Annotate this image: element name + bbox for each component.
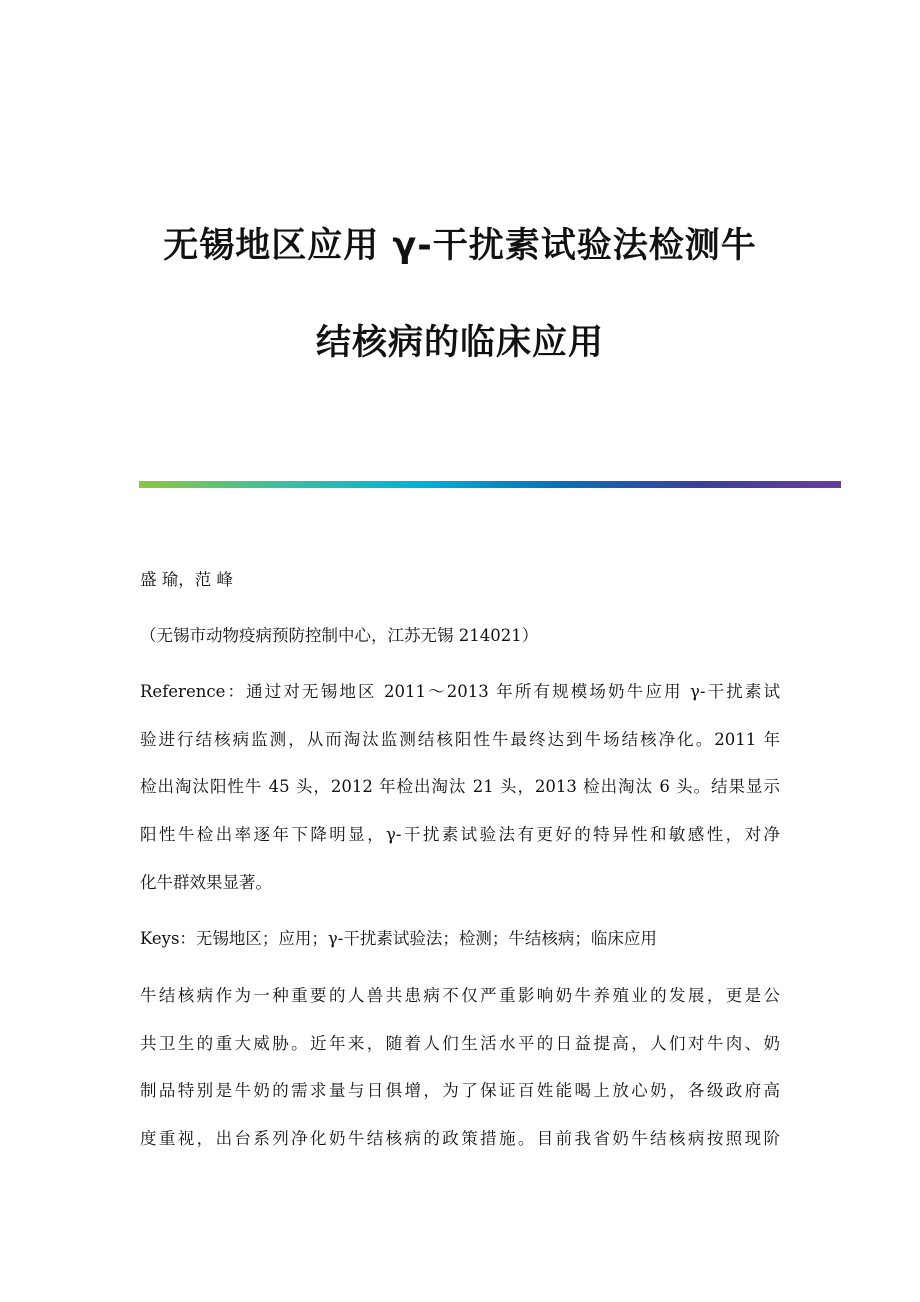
abstract-line: 检出淘汰阳性牛 45 头，2012 年检出淘汰 21 头，2013 检出淘汰 6 头。结果显示 — [140, 777, 780, 796]
authors: 盛 瑜，范 峰 — [140, 570, 233, 589]
abstract-line: Reference：通过对无锡地区 2011～2013 年所有规模场奶牛应用 γ-干扰素试 — [140, 682, 780, 701]
keywords: Keys：无锡地区；应用；γ-干扰素试验法；检测；牛结核病；临床应用 — [140, 929, 657, 948]
title-line-1: 无锡地区应用 γ-干扰素试验法检测牛 — [163, 226, 757, 266]
abstract-line: 化牛群效果显著。 — [140, 873, 272, 892]
body-line: 牛结核病作为一种重要的人兽共患病不仅严重影响奶牛养殖业的发展，更是公 — [140, 986, 780, 1005]
body-line: 度重视，出台系列净化奶牛结核病的政策措施。目前我省奶牛结核病按照现阶 — [140, 1129, 780, 1148]
title-divider — [139, 481, 841, 488]
affiliation: （无锡市动物疫病预防控制中心，江苏无锡 214021） — [140, 626, 539, 645]
abstract-line: 阳性牛检出率逐年下降明显，γ-干扰素试验法有更好的特异性和敏感性，对净 — [140, 825, 780, 844]
body-line: 制品特别是牛奶的需求量与日俱增，为了保证百姓能喝上放心奶，各级政府高 — [140, 1081, 780, 1100]
abstract-line: 验进行结核病监测，从而淘汰监测结核阳性牛最终达到牛场结核净化。2011 年 — [140, 730, 780, 749]
body-line: 共卫生的重大威胁。近年来，随着人们生活水平的日益提高，人们对牛肉、奶 — [140, 1034, 780, 1053]
title-line-2: 结核病的临床应用 — [315, 323, 604, 363]
